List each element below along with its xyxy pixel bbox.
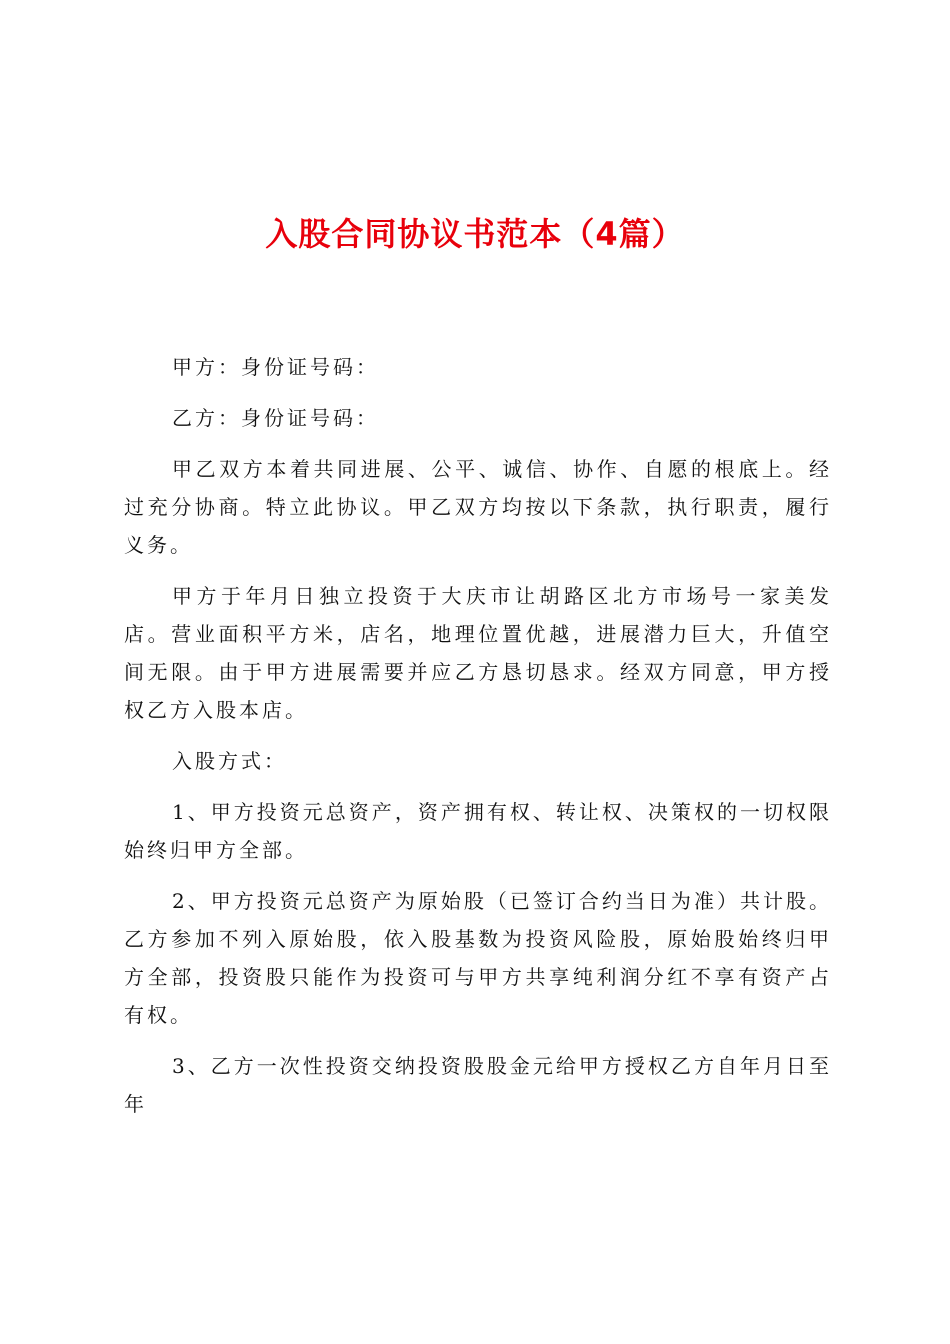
paragraph-party-a: 甲方：身份证号码： — [172, 355, 379, 379]
document-body — [124, 348, 832, 1136]
paragraph-method-heading: 入股方式： — [172, 749, 287, 773]
paragraph-clause-3: 3、乙方一次性投资交纳投资股股金元给甲方授权乙方自年月日至年 — [124, 1054, 832, 1116]
paragraph-clause-2: 2、甲方投资元总资产为原始股（已签订合约当日为准）共计股。乙方参加不列入原始股，依入股基数为投资风险股，原始股始终归甲方全部，投资股只能作为投资可与甲方共享纯利润分红不享有资产占有权。 — [124, 889, 832, 1027]
paragraph-preamble: 甲乙双方本着共同进展、公平、诚信、协作、自愿的根底上。经过充分协商。特立此协议。甲乙双方均按以下条款，执行职责，履行义务。 — [124, 457, 832, 557]
paragraph-clause-1: 1、甲方投资元总资产，资产拥有权、转让权、决策权的一切权限始终归甲方全部。 — [124, 800, 832, 862]
document-title: 入股合同协议书范本（4篇） — [265, 215, 685, 253]
paragraph-party-b: 乙方：身份证号码： — [172, 406, 379, 430]
paragraph-background: 甲方于年月日独立投资于大庆市让胡路区北方市场号一家美发店。营业面积平方米，店名，地理位置优越，进展潜力巨大，升值空间无限。由于甲方进展需要并应乙方恳切恳求。经双方同意，甲方授权乙方入股本店。 — [124, 584, 832, 722]
